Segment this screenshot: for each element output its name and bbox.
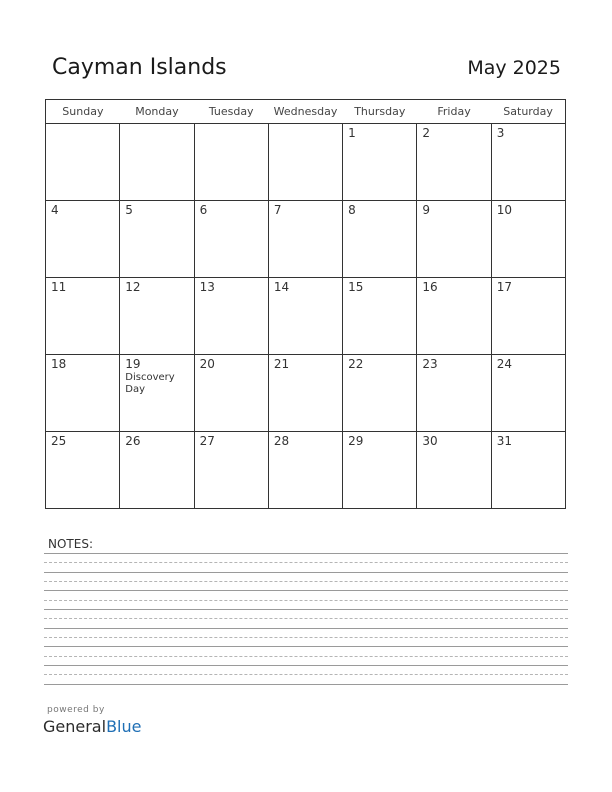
day-cell (46, 278, 120, 355)
day-cell (417, 355, 491, 432)
day-number: 24 (496, 357, 512, 371)
day-number: 30 (422, 434, 438, 448)
day-number: 11 (51, 280, 67, 294)
week-row (46, 124, 566, 201)
day-number: 21 (273, 357, 290, 371)
day-cell (120, 432, 194, 509)
day-cell (343, 201, 417, 278)
day-cell (491, 201, 565, 278)
day-number: 15 (348, 280, 364, 294)
day-cell (343, 124, 417, 201)
day-number: 3 (496, 126, 505, 140)
week-row (46, 355, 566, 432)
weekday-header: Wednesday (268, 100, 342, 124)
brand-general: General (43, 717, 107, 736)
day-cell (194, 355, 268, 432)
day-number: 5 (125, 203, 133, 217)
day-number: 8 (348, 203, 356, 217)
day-cell (194, 201, 268, 278)
day-number: 31 (496, 434, 512, 448)
calendar-month: May 2025 (467, 57, 561, 79)
day-number: 23 (422, 357, 438, 371)
day-cell (417, 201, 491, 278)
day-cell (120, 355, 194, 432)
notes-guide-line (44, 600, 568, 601)
day-cell (194, 278, 268, 355)
week-row (46, 432, 566, 509)
day-cell (343, 278, 417, 355)
day-number: 18 (51, 357, 67, 371)
notes-line (44, 609, 568, 610)
weekday-header: Saturday (491, 100, 565, 124)
notes-line (44, 684, 568, 685)
day-cell (491, 432, 565, 509)
notes-guide-line (44, 656, 568, 657)
notes-label: NOTES: (48, 537, 93, 551)
day-number: 22 (348, 357, 364, 371)
notes-line (44, 628, 568, 629)
notes-line (44, 553, 568, 554)
notes-line (44, 590, 568, 591)
day-number: 16 (422, 280, 438, 294)
weekday-header: Thursday (343, 100, 417, 124)
brand-blue: Blue (106, 717, 142, 736)
day-cell (268, 432, 342, 509)
day-number: 4 (51, 203, 59, 217)
day-number: 9 (422, 203, 431, 217)
day-cell (268, 278, 342, 355)
day-number (195, 124, 268, 126)
day-number: 12 (125, 280, 141, 294)
day-cell (491, 355, 565, 432)
day-cell (194, 432, 268, 509)
day-cell (46, 201, 120, 278)
day-number: 17 (496, 280, 512, 294)
day-cell (120, 278, 194, 355)
day-cell (194, 124, 268, 201)
day-number: 25 (51, 434, 67, 448)
day-number: 10 (496, 203, 512, 217)
powered-by-text: powered by (47, 705, 105, 715)
weekday-header: Monday (120, 100, 194, 124)
weekday-header: Friday (417, 100, 491, 124)
day-cell (268, 355, 342, 432)
day-number: 6 (199, 203, 208, 217)
day-cell (491, 124, 565, 201)
day-cell (46, 124, 120, 201)
day-number (269, 124, 342, 126)
holiday-label: Discovery Day (125, 372, 175, 395)
week-row (46, 278, 566, 355)
brand-logo[interactable] (43, 717, 141, 736)
day-cell (417, 432, 491, 509)
notes-guide-line (44, 674, 568, 675)
day-number: 2 (422, 126, 431, 140)
day-number: 1 (348, 126, 356, 140)
weekday-header: Sunday (46, 100, 120, 124)
day-cell (268, 201, 342, 278)
day-number: 27 (199, 434, 215, 448)
day-number: 28 (273, 434, 290, 448)
day-cell (268, 124, 342, 201)
week-row (46, 201, 566, 278)
day-number: 19 (125, 357, 141, 371)
day-number: 20 (199, 357, 215, 371)
notes-line (44, 665, 568, 666)
day-cell (120, 124, 194, 201)
day-number (46, 124, 119, 126)
day-cell (417, 278, 491, 355)
day-number: 29 (348, 434, 364, 448)
day-cell (343, 355, 417, 432)
weekday-header-row (46, 100, 566, 124)
day-cell (120, 201, 194, 278)
notes-guide-line (44, 637, 568, 638)
day-cell (46, 355, 120, 432)
day-cell (417, 124, 491, 201)
calendar-title: Cayman Islands (52, 55, 227, 80)
day-number: 14 (273, 280, 290, 294)
notes-guide-line (44, 618, 568, 619)
day-number: 7 (273, 203, 282, 217)
notes-line (44, 646, 568, 647)
weekday-header: Tuesday (194, 100, 268, 124)
notes-guide-line (44, 581, 568, 582)
calendar-grid (45, 99, 566, 509)
day-cell (491, 278, 565, 355)
day-number: 13 (199, 280, 215, 294)
day-number (120, 124, 193, 126)
day-cell (46, 432, 120, 509)
day-cell (343, 432, 417, 509)
day-number: 26 (125, 434, 141, 448)
notes-guide-line (44, 562, 568, 563)
notes-line (44, 572, 568, 573)
